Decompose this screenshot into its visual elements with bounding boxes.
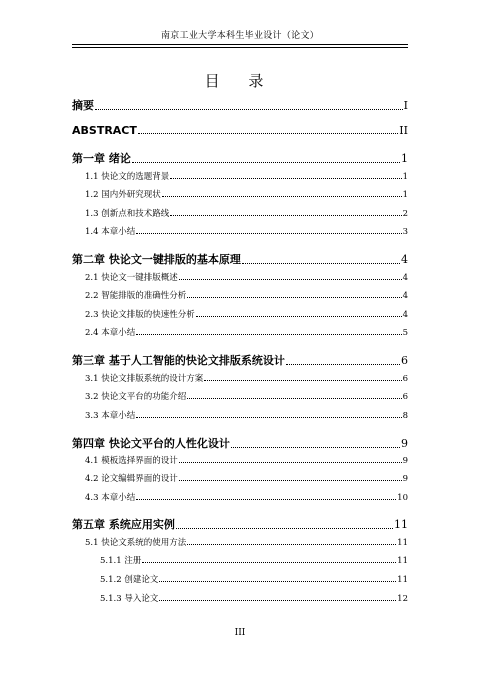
toc-leader-dots <box>231 447 400 448</box>
toc-entry-label: 1.4 本章小结 <box>85 227 136 237</box>
toc-entry[interactable] <box>85 308 408 320</box>
toc-entry-label: 2.4 本章小结 <box>85 328 136 338</box>
toc-leader-dots <box>136 233 401 234</box>
toc-leader-dots <box>136 499 396 500</box>
toc-entry-label: 2.3 快论文排版的快速性分析 <box>85 310 195 320</box>
toc-leader-dots <box>187 544 396 545</box>
toc-entry-page: II <box>399 124 408 137</box>
toc-entry[interactable] <box>85 409 408 421</box>
toc-entry-page: 4 <box>402 273 408 283</box>
toc-leader-dots <box>179 462 402 463</box>
toc-entry-label: 3.2 快论文平台的功能介绍 <box>85 392 187 402</box>
toc-leader-dots <box>204 380 401 381</box>
toc-entry-page: 1 <box>402 172 408 182</box>
toc-entry-page: 6 <box>401 354 408 367</box>
toc-entry[interactable] <box>72 150 408 166</box>
toc-leader-dots <box>187 398 401 399</box>
toc-entry-page: I <box>403 99 408 112</box>
toc-entry[interactable] <box>72 516 408 532</box>
toc-entry-page: 9 <box>402 474 408 484</box>
toc-entry-label: 2.2 智能排版的准确性分析 <box>85 291 187 301</box>
toc-leader-dots <box>132 162 400 163</box>
toc-entry-label: 3.1 快论文排版系统的设计方案 <box>85 374 204 384</box>
toc-entry[interactable] <box>85 207 408 219</box>
toc-leader-dots <box>196 316 402 317</box>
toc-entry-label: 4.1 模板选择界面的设计 <box>85 456 178 466</box>
toc-entry[interactable] <box>72 251 408 267</box>
toc-entry[interactable] <box>85 536 408 548</box>
toc-leader-dots <box>138 133 398 134</box>
toc-entry-page: 11 <box>397 575 408 585</box>
toc-leader-dots <box>179 480 402 481</box>
toc-entry[interactable] <box>85 326 408 338</box>
toc-entry-page: 5 <box>402 328 408 338</box>
toc-entry-page: 6 <box>402 374 408 384</box>
toc-entry-page: 10 <box>397 493 408 503</box>
toc-leader-dots <box>136 417 401 418</box>
toc-leader-dots <box>187 297 401 298</box>
toc-entry-label: 3.3 本章小结 <box>85 411 136 421</box>
toc-entry-label: 第三章 基于人工智能的快论文排版系统设计 <box>72 354 285 367</box>
toc-entry-label: 1.1 快论文的选题背景 <box>85 172 170 182</box>
toc-entry[interactable] <box>85 225 408 237</box>
toc-entry[interactable] <box>85 170 408 182</box>
toc-entry-label: 第五章 系统应用实例 <box>72 518 175 531</box>
toc-entry-label: 5.1.3 导入论文 <box>100 594 159 604</box>
toc-entry-label: 摘要 <box>72 99 94 112</box>
toc-leader-dots <box>176 528 393 529</box>
toc-leader-dots <box>136 334 401 335</box>
toc-leader-dots <box>159 581 396 582</box>
toc-entry-label: 5.1.1 注册 <box>100 556 142 566</box>
toc-leader-dots <box>170 215 401 216</box>
toc-leader-dots <box>242 263 400 264</box>
toc-entry[interactable] <box>100 573 408 585</box>
toc-entry-label: 2.1 快论文一键排版概述 <box>85 273 178 283</box>
toc-entry[interactable] <box>85 289 408 301</box>
toc-entry-page: 11 <box>397 538 408 548</box>
toc-leader-dots <box>162 196 402 197</box>
toc-leader-dots <box>95 109 403 110</box>
header-divider <box>72 44 408 48</box>
toc-entry[interactable] <box>100 554 408 566</box>
toc-entry-label: 4.2 论文编辑界面的设计 <box>85 474 178 484</box>
toc-entry-page: 1 <box>401 152 408 165</box>
toc-entry-page: 4 <box>402 291 408 301</box>
toc-leader-dots <box>170 178 401 179</box>
toc-entry-page: 8 <box>402 411 408 421</box>
toc-entry-page: 11 <box>394 518 408 531</box>
toc-entry-page: 9 <box>402 456 408 466</box>
page-header: 南京工业大学本科生毕业设计（论文） <box>160 31 320 41</box>
toc-entry-label: 4.3 本章小结 <box>85 493 136 503</box>
toc-entry-page: 3 <box>402 227 408 237</box>
toc-entry-page: 4 <box>402 310 408 320</box>
toc-entry-page: 1 <box>402 190 408 200</box>
toc-entry[interactable] <box>85 188 408 200</box>
toc-entry-page: 6 <box>402 392 408 402</box>
toc-entry-page: 2 <box>402 209 408 219</box>
toc-entry[interactable] <box>100 592 408 604</box>
toc-entry[interactable] <box>85 491 408 503</box>
toc-title: 目 录 <box>204 72 276 90</box>
toc-entry[interactable] <box>85 372 408 384</box>
toc-entry[interactable] <box>72 435 408 451</box>
toc-entry-label: 第一章 绪论 <box>72 152 131 165</box>
toc-entry[interactable] <box>85 454 408 466</box>
toc-entry-label: 第二章 快论文一键排版的基本原理 <box>72 253 241 266</box>
toc-entry-label: 5.1 快论文系统的使用方法 <box>85 538 187 548</box>
toc-entry[interactable] <box>72 97 408 113</box>
page-number: III <box>234 628 246 638</box>
toc-entry-page: 9 <box>401 437 408 450</box>
toc-entry-label: 5.1.2 创建论文 <box>100 575 159 585</box>
toc-leader-dots <box>142 562 396 563</box>
toc-entry-page: 4 <box>401 253 408 266</box>
toc-leader-dots <box>179 279 402 280</box>
toc-entry-label: ABSTRACT <box>72 124 137 137</box>
toc-entry-label: 第四章 快论文平台的人性化设计 <box>72 437 230 450</box>
toc-entry[interactable] <box>85 390 408 402</box>
toc-leader-dots <box>286 364 400 365</box>
toc-entry-page: 12 <box>397 594 408 604</box>
toc-entry[interactable] <box>85 472 408 484</box>
toc-entry[interactable] <box>85 271 408 283</box>
toc-entry-page: 11 <box>397 556 408 566</box>
toc-entry[interactable] <box>72 124 408 137</box>
toc-entry-label: 1.3 创新点和技术路线 <box>85 209 170 219</box>
toc-leader-dots <box>159 600 396 601</box>
toc-entry-label: 1.2 国内外研究现状 <box>85 190 161 200</box>
toc-entry[interactable] <box>72 352 408 368</box>
